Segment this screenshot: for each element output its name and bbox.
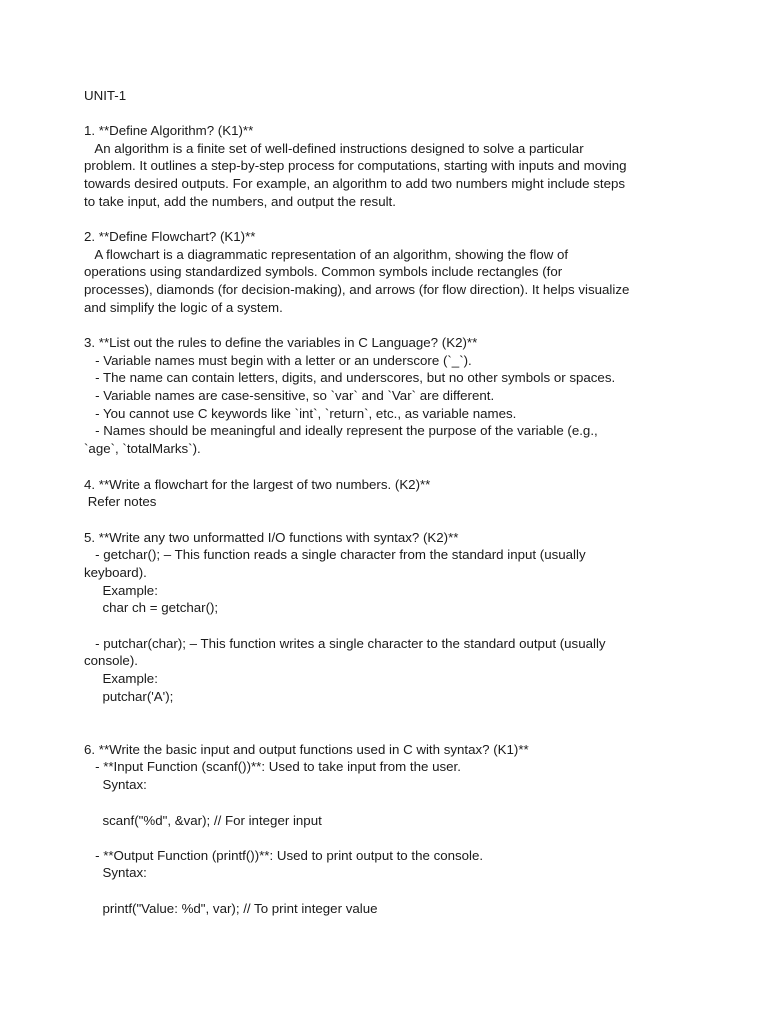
answer-line: processes), diamonds (for decision-making), and arrows (for flow direction). It helps visualize (84, 282, 630, 297)
code-example: putchar('A'); (84, 689, 174, 704)
code-example: scanf("%d", &var); // For integer input (84, 813, 322, 828)
question-heading-5: 5. **Write any two unformatted I/O functions with syntax? (K2)** (84, 530, 459, 545)
answer-line: problem. It outlines a step-by-step process for computations, starting with inputs and moving (84, 158, 627, 173)
code-example: char ch = getchar(); (84, 600, 219, 615)
answer-line: console). (84, 653, 138, 668)
rule-item: - Variable names must begin with a letter or an underscore (`_`). (84, 353, 472, 368)
answer-line: - putchar(char); – This function writes a single character to the standard output (usually (84, 636, 606, 651)
example-label: Example: (84, 583, 158, 598)
answer-line: and simplify the logic of a system. (84, 300, 283, 315)
question-heading-2: 2. **Define Flowchart? (K1)** (84, 229, 256, 244)
answer-line: - **Output Function (printf())**: Used to print output to the console. (84, 848, 484, 863)
rule-item-continuation: `age`, `totalMarks`). (84, 441, 201, 456)
answer-line: operations using standardized symbols. Common symbols include rectangles (for (84, 264, 563, 279)
question-heading-1: 1. **Define Algorithm? (K1)** (84, 123, 254, 138)
question-heading-4: 4. **Write a flowchart for the largest of two numbers. (K2)** (84, 477, 431, 492)
syntax-label: Syntax: (84, 865, 147, 880)
answer-line: - **Input Function (scanf())**: Used to take input from the user. (84, 759, 461, 774)
question-heading-3: 3. **List out the rules to define the variables in C Language? (K2)** (84, 335, 478, 350)
answer-line: towards desired outputs. For example, an algorithm to add two numbers might include steps (84, 176, 626, 191)
rule-item: - You cannot use C keywords like `int`, `return`, etc., as variable names. (84, 406, 517, 421)
answer-line: An algorithm is a finite set of well-defined instructions designed to solve a particular (84, 141, 584, 156)
answer-line: - getchar(); – This function reads a single character from the standard input (usually (84, 547, 586, 562)
answer-line: Refer notes (84, 494, 157, 509)
answer-line: to take input, add the numbers, and output the result. (84, 194, 396, 209)
example-label: Example: (84, 671, 158, 686)
rule-item: - Variable names are case-sensitive, so `var` and `Var` are different. (84, 388, 495, 403)
syntax-label: Syntax: (84, 777, 147, 792)
question-heading-6: 6. **Write the basic input and output functions used in C with syntax? (K1)** (84, 742, 529, 757)
answer-line: A flowchart is a diagrammatic representation of an algorithm, showing the flow of (84, 247, 569, 262)
code-example: printf("Value: %d", var); // To print integer value (84, 901, 378, 916)
rule-item: - The name can contain letters, digits, and underscores, but no other symbols or spaces. (84, 370, 616, 385)
unit-heading: UNIT-1 (84, 88, 127, 103)
rule-item: - Names should be meaningful and ideally represent the purpose of the variable (e.g., (84, 423, 598, 438)
answer-line: keyboard). (84, 565, 147, 580)
